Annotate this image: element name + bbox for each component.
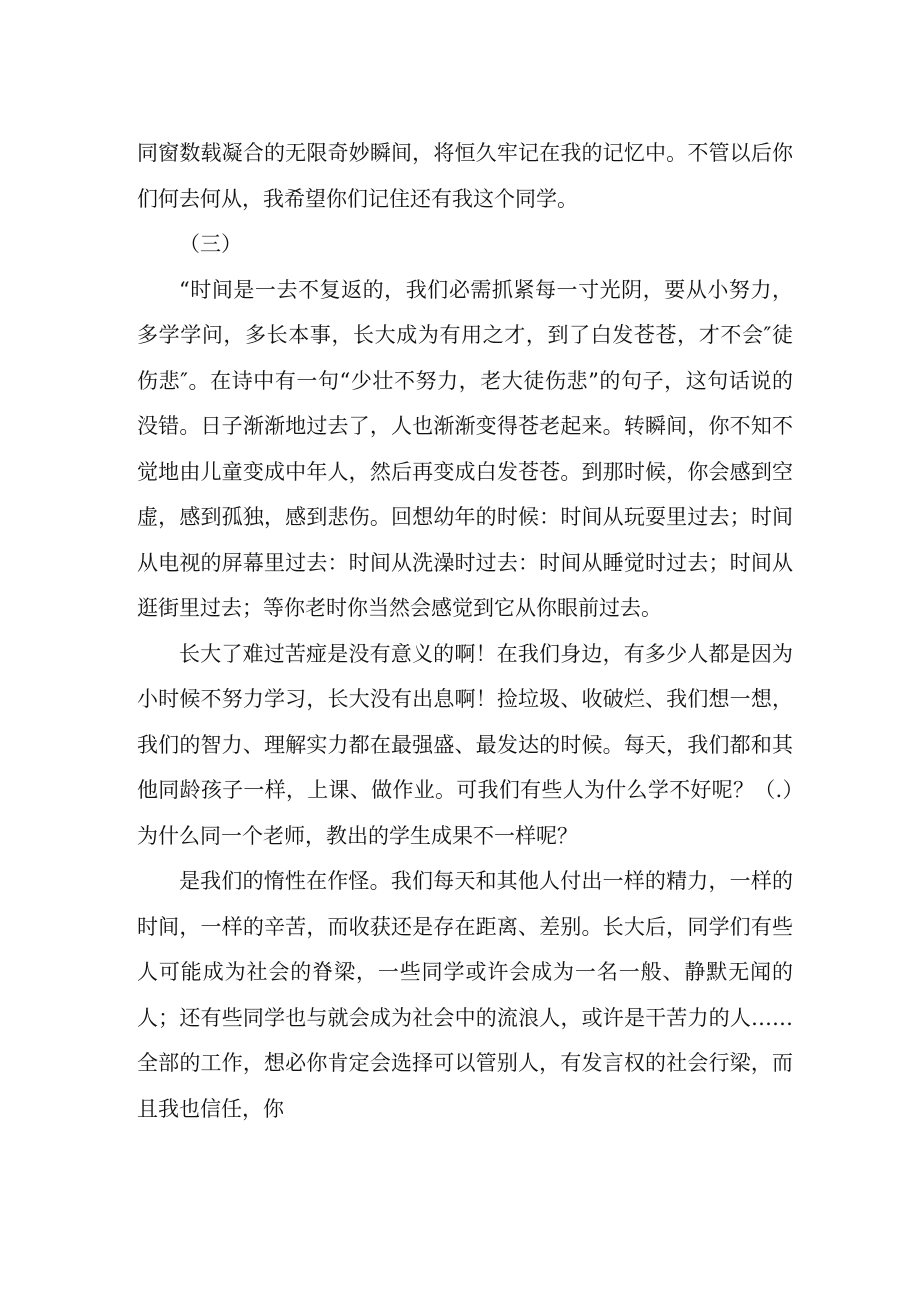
section-heading: （三） [179,232,242,256]
paragraph: “时间是一去不复返的，我们必需抓紧每一寸光阴，要从小努力，多学学问，多长本事，长大成为有用之才，到了白发苍苍，才不会″徒伤悲″。在诗中有一句“少壮不努力，老大徒伤悲”的句子，这句话说的没错。日子渐渐地过去了，人也渐渐变得苍老起来。转瞬间，你不知不觉地由儿童变成中年人，然后再变成白发苍苍。到那时候，你会感到空虚，感到孤独，感到悲伤。回想幼年的时候：时间从玩耍里过去；时间从电视的屏幕里过去：时间从洗澡时过去：时间从睡觉时过去；时间从逛街里过去；等你老时你当然会感觉到它从你眼前过去。 [137,277,793,620]
paragraph: 是我们的惰性在作怪。我们每天和其他人付出一样的精力，一样的时间，一样的辛苦，而收获还是存在距离、差别。长大后，同学们有些人可能成为社会的脊梁，一些同学或许会成为一名一般、静默无闻的人；还有些同学也与就会成为社会中的流浪人，或许是干苦力的人……全部的工作，想必你肯定会选择可以管别人，有发言权的社会行梁，而且我也信任，你 [137,869,793,1121]
paragraph: 长大了难过苦痖是没有意义的啊！在我们身边，有多少人都是因为小时候不努力学习，长大没有出息啊！捡垃圾、收破烂、我们想一想，我们的智力、理解实力都在最强盛、最发达的时候。每天，我们都和其他同龄孩子一样，上课、做作业。可我们有些人为什么学不好呢？（.）为什么同一个老师，教出的学生成果不一样呢？ [137,641,793,848]
document-body [137,131,793,1132]
paragraph-continuation: 同窗数载凝合的无限奇妙瞬间，将恒久牢记在我的记忆中。不管以后你们何去何从，我希望你们记住还有我这个同学。 [137,141,793,211]
